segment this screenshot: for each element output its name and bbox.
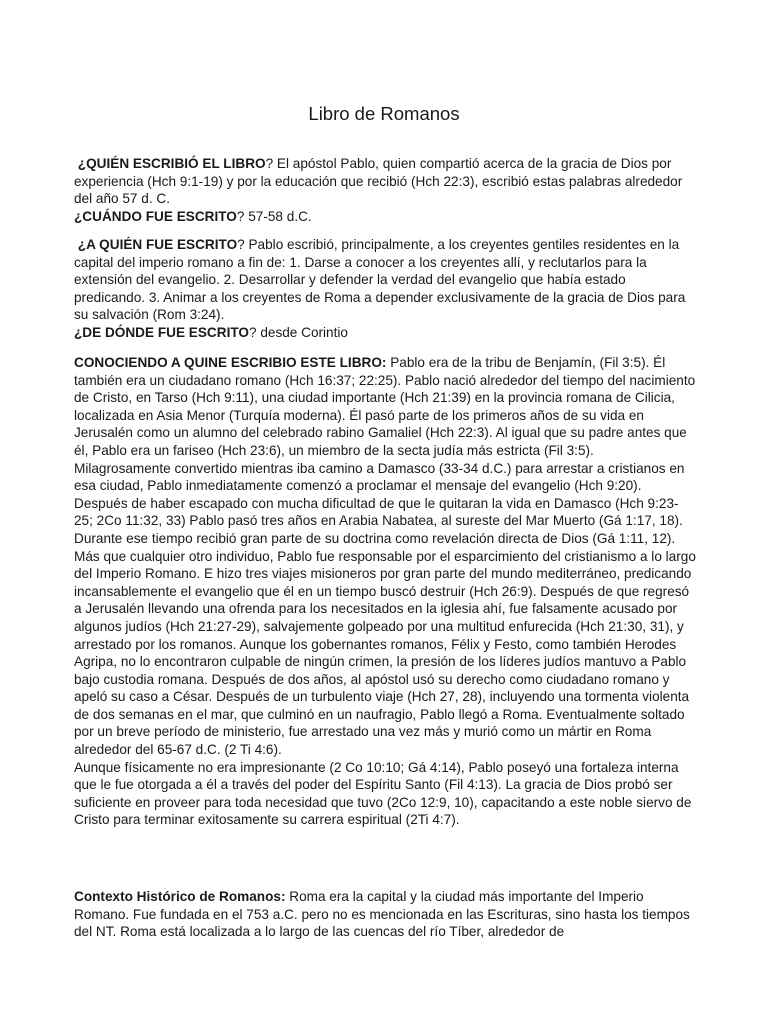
- section-historical-context: [74, 888, 696, 941]
- document-title: Libro de Romanos: [308, 103, 460, 124]
- where-written-paragraph: [74, 324, 696, 342]
- to-whom-paragraph: [74, 236, 696, 324]
- knowing-author-paragraph-4: Aunque físicamente no era impresionante (2 Co 10:10; Gá 4:14), Pablo poseyó una fortaleza interna que le fue otorgada a él a través del poder del Espíritu Santo (Fil 4:13). La gracia de Dios probó ser suficiente en proveer para toda necesidad que tuvo (2Co 12:9, 10), capacitando a este noble siervo de Cristo para terminar exitosamente su carrera espiritual (2Ti 4:7).: [74, 759, 692, 828]
- section-who-when: [74, 155, 696, 225]
- who-wrote-text: ? El apóstol Pablo, quien compartió acerca de la gracia de Dios por experiencia (Hch 9:1-19) y por la educación que recibió (Hch 22:3), escribió estas palabras alrededor del año 57 d. C.: [74, 156, 683, 207]
- knowing-author-paragraph-1: [74, 354, 696, 460]
- knowing-author-paragraph-2: Milagrosamente convertido mientras iba camino a Damasco (33-34 d.C.) para arrestar a cristianos en esa ciudad, Pablo inmediatamente comenzó a proclamar el mensaje del evangelio (Hch 9:20). Después de haber escapado con mucha dificultad de que le quitaran la vida en Damasco (Hch 9:23-25; 2Co 11:32, 33) Pablo pasó tres años en Arabia Nabatea, al sureste del Mar Muerto (Gá 1:17, 18). Durante ese tiempo recibió gran parte de su doctrina como revelación directa de Dios (Gá 1:11, 12).: [74, 460, 685, 546]
- knowing-author-paragraph-3: Más que cualquier otro individuo, Pablo fue responsable por el esparcimiento del cristianismo a lo largo del Imperio Romano. E hizo tres viajes misioneros por gran parte del mundo mediterráneo, predicando incansablemente el evangelio que él en un tiempo buscó destruir (Hch 26:9). Después de que regresó a Jerusalén llevando una ofrenda para los necesitados en la iglesia ahí, fue falsamente acusado por algunos judíos (Hch 21:27-29), salvajemente golpeado por una multitud enfurecida (Hch 21:30, 31), y arrestado por los romanos. Aunque los gobernantes romanos, Félix y Festo, como también Herodes Agripa, no lo encontraron culpable de ningún crimen, la presión de los líderes judíos mantuvo a Pablo bajo custodia romana. Después de dos años, al apóstol usó su derecho como ciudadano romano y apeló su caso a César. Después de un turbulento viaje (Hch 27, 28), incluyendo una tormenta violenta de dos semanas en el mar, que culminó en un naufragio, Pablo llegó a Roma. Eventualmente soltado por un breve período de ministerio, fue arrestado una vez más y murió como un mártir en Roma alrededor del 65-67 d.C. (2 Ti 4:6).: [74, 548, 696, 758]
- when-written-paragraph: [74, 208, 696, 226]
- where-written-label: ¿DE DÓNDE FUE ESCRITO: [74, 324, 249, 340]
- section-knowing-author: [74, 354, 696, 829]
- historical-context-label: Contexto Histórico de Romanos:: [74, 889, 286, 904]
- historical-context-paragraph: [74, 888, 696, 941]
- to-whom-label: ¿A QUIÉN FUE ESCRITO: [77, 237, 238, 252]
- knowing-author-label: CONOCIENDO A QUINE ESCRIBIO ESTE LIBRO:: [74, 355, 387, 370]
- who-wrote-paragraph: [74, 155, 696, 208]
- knowing-author-text-1: Pablo era de la tribu de Benjamín, (Fil 3:5). Él también era un ciudadano romano (Hch 16:37; 22:25). Pablo nació alrededor del tiempo del nacimiento de Cristo, en Tarso (Hch 9:11), una ciudad importante (Hch 21:39) en la provincia romana de Cilicia, localizada en Asia Menor (Turquía moderna). Él pasó parte de los primeros años de su vida en Jerusalén como un alumno del celebrado rabino Gamaliel (Hch 22:3). Al igual que su padre antes que él, Pablo era un fariseo (Hch 23:6), un miembro de la secta judía más estricta (Fil 3:5).: [74, 355, 696, 458]
- historical-context-text: Roma era la capital y la ciudad más importante del Imperio Romano. Fue fundada en el 753 a.C. pero no es mencionada en las Escrituras, sino hasta los tiempos del NT. Roma está localizada a lo largo de las cuencas del río Tíber, alrededor de: [74, 889, 690, 940]
- to-whom-text: ? Pablo escribió, principalmente, a los creyentes gentiles residentes en la capital del imperio romano a fin de: 1. Darse a conocer a los creyentes allí, y reclutarlos para la extensión del evangelio. 2. Desarrollar y defender la verdad del evangelio que había estado predicando. 3. Animar a los creyentes de Roma a depender exclusivamente de la gracia de Dios para su salvación (Rom 3:24).: [74, 237, 686, 323]
- when-written-text: ? 57-58 d.C.: [236, 208, 312, 224]
- who-wrote-label: ¿QUIÉN ESCRIBIÓ EL LIBRO: [77, 156, 266, 171]
- when-written-label: ¿CUÁNDO FUE ESCRITO: [74, 208, 237, 224]
- where-written-text: ? desde Corintio: [248, 324, 348, 340]
- section-to-whom: [74, 236, 696, 342]
